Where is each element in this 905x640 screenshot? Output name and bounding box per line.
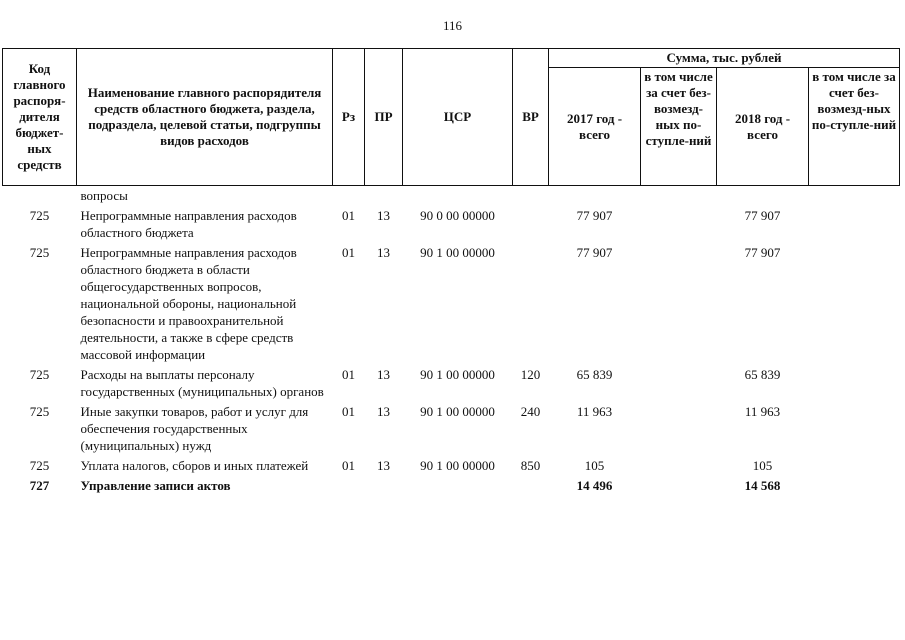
header-name: Наименование главного распорядителя средств областного бюджета, раздела, подраздела, целевой статьи, подгруппы видов расходов: [77, 49, 333, 186]
row-vr: 850: [520, 458, 541, 473]
row-2018: 105: [752, 458, 773, 473]
row-pr: 13: [377, 367, 390, 382]
row-rz: 01: [342, 458, 355, 473]
row-2018: [717, 186, 809, 205]
row-pr: 13: [377, 458, 390, 473]
row-2017: 11 963: [576, 404, 613, 419]
row-csr: [403, 474, 513, 494]
row-2017: 105: [584, 458, 605, 473]
header-code: Код главного распоря-дителя бюджет-ных средств: [3, 49, 77, 186]
row-2017: 65 839: [576, 367, 613, 382]
row-vr: [513, 186, 549, 205]
row-csr: 90 1 00 00000: [420, 245, 495, 260]
row-name: Расходы на выплаты персоналу государственных (муниципальных) органов: [80, 367, 324, 399]
row-2017-free: [641, 204, 717, 241]
table-row: [3, 363, 900, 400]
header-2018-free: в том числе за счет без-возмезд-ных по-ступле-ний: [809, 68, 900, 186]
row-name: Иные закупки товаров, работ и услуг для обеспечения государственных (муниципальных) нужд: [80, 404, 309, 453]
row-code: 725: [29, 245, 50, 260]
row-vr: [513, 474, 549, 494]
row-2018-free: [809, 186, 900, 205]
header-2017-total: 2017 год - всего: [549, 68, 641, 186]
row-pr: [365, 186, 403, 205]
row-2018: 77 907: [744, 208, 781, 223]
row-name: Непрограммные направления расходов областного бюджета: [80, 208, 297, 240]
row-2018-free: [809, 400, 900, 454]
row-2018-free: [809, 204, 900, 241]
row-2017-free: [641, 241, 717, 363]
row-pr: 13: [377, 404, 390, 419]
row-2018-free: [809, 454, 900, 474]
row-code: 725: [29, 208, 50, 223]
header-csr: ЦСР: [403, 49, 513, 186]
table-row: [3, 400, 900, 454]
row-2018: 65 839: [744, 367, 781, 382]
row-code: 727: [29, 478, 50, 493]
row-2017-free: [641, 400, 717, 454]
row-rz: 01: [342, 208, 355, 223]
row-code: 725: [29, 458, 50, 473]
row-2017-free: [641, 454, 717, 474]
header-sum: Сумма, тыс. рублей: [549, 49, 900, 68]
row-rz: 01: [342, 367, 355, 382]
row-pr: 13: [377, 208, 390, 223]
header-rz: Рз: [333, 49, 365, 186]
header-2017-free: в том числе за счет без-возмезд-ных по-ступле-ний: [641, 68, 717, 186]
row-2018: 77 907: [744, 245, 781, 260]
row-2017: 77 907: [576, 245, 613, 260]
header-vr: ВР: [513, 49, 549, 186]
row-csr: 90 1 00 00000: [420, 404, 495, 419]
row-2018: 14 568: [744, 478, 781, 493]
table-row: [3, 454, 900, 474]
header-2018-total: 2018 год - всего: [717, 68, 809, 186]
row-2017: [549, 186, 641, 205]
row-name: Уплата налогов, сборов и иных платежей: [80, 458, 309, 473]
table-row: [3, 186, 900, 205]
header-pr: ПР: [365, 49, 403, 186]
row-csr: 90 0 00 00000: [420, 208, 495, 223]
row-name: Непрограммные направления расходов областного бюджета в области общегосударственных вопросов, национальной обороны, национальной безопасности и правоохранительной деятельности, а также в сфере средств массовой информации: [80, 245, 297, 362]
row-name: Управление записи актов: [80, 478, 231, 493]
row-2017-free: [641, 186, 717, 205]
row-2018: 11 963: [744, 404, 781, 419]
row-vr: [513, 241, 549, 363]
row-rz: 01: [342, 404, 355, 419]
row-rz: [333, 474, 365, 494]
table-body: [3, 186, 900, 495]
row-2018-free: [809, 474, 900, 494]
budget-table: [2, 48, 900, 494]
row-code: [3, 186, 77, 205]
row-2017: 77 907: [576, 208, 613, 223]
row-csr: 90 1 00 00000: [420, 367, 495, 382]
row-2018-free: [809, 363, 900, 400]
table-row: [3, 474, 900, 494]
row-pr: 13: [377, 245, 390, 260]
row-2017-free: [641, 363, 717, 400]
row-vr: 240: [520, 404, 541, 419]
page-number: 116: [442, 18, 463, 33]
row-code: 725: [29, 404, 50, 419]
row-vr: [513, 204, 549, 241]
row-rz: 01: [342, 245, 355, 260]
row-code: 725: [29, 367, 50, 382]
row-2017: 14 496: [576, 478, 613, 493]
table-header: [3, 49, 900, 186]
table-row: [3, 241, 900, 363]
row-rz: [333, 186, 365, 205]
row-2018-free: [809, 241, 900, 363]
row-pr: [365, 474, 403, 494]
row-csr: 90 1 00 00000: [420, 458, 495, 473]
row-csr: [403, 186, 513, 205]
row-2017-free: [641, 474, 717, 494]
row-name: вопросы: [80, 188, 128, 203]
table-row: [3, 204, 900, 241]
row-vr: 120: [520, 367, 541, 382]
